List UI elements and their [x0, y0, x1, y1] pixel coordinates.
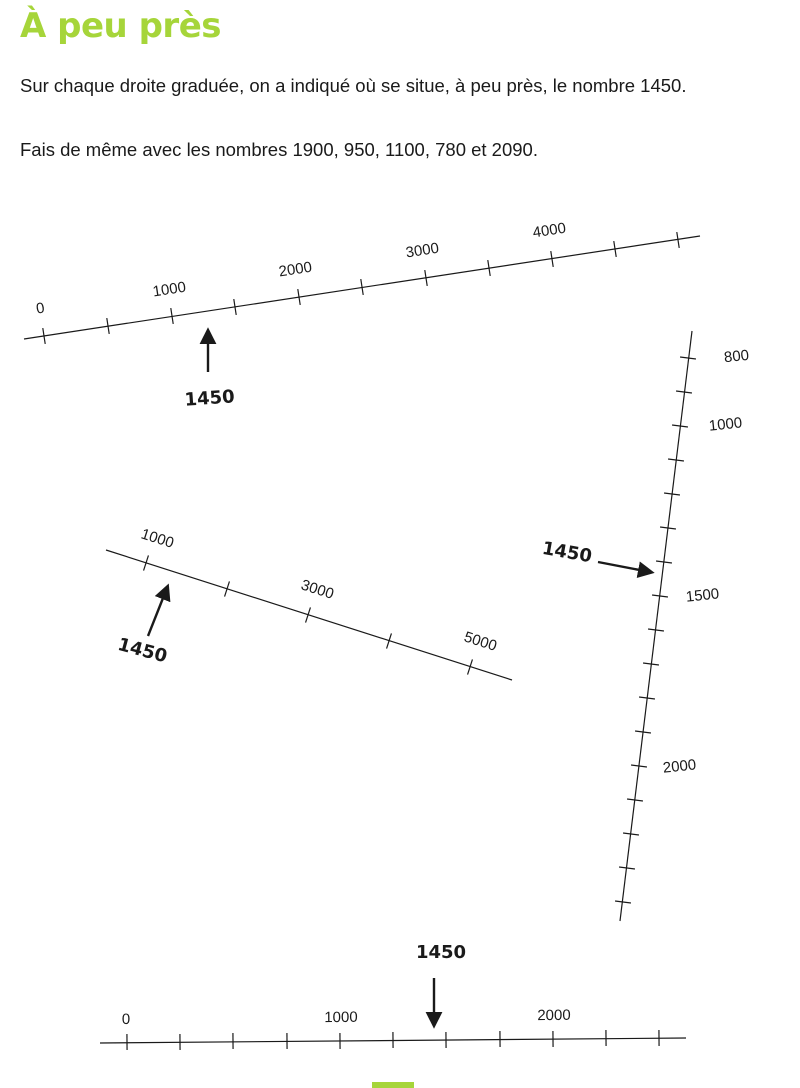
tick-label: 2000 [662, 756, 698, 777]
tick-label: 800 [723, 346, 750, 367]
tick-mark [680, 357, 696, 359]
tick-label: 2000 [537, 1006, 571, 1025]
tick-label: 3000 [298, 576, 336, 603]
marker-label: 1450 [183, 386, 236, 411]
marker-arrow [148, 588, 167, 636]
tick-label: 1000 [708, 414, 744, 435]
tick-label: 0 [34, 299, 46, 318]
number-line-2 [106, 526, 512, 680]
marker-label: 1450 [415, 942, 467, 963]
tick-label: 1000 [324, 1008, 358, 1027]
page-title: À peu près [20, 6, 221, 46]
tick-label: 0 [121, 1010, 131, 1029]
tick-label: 1500 [685, 585, 721, 606]
tick-label: 5000 [461, 628, 499, 655]
number-line-4 [100, 942, 686, 1050]
number-line-1 [24, 220, 700, 411]
number-line-axis [620, 331, 692, 921]
tick-label: 4000 [531, 219, 568, 242]
tick-label: 3000 [404, 239, 441, 262]
marker-arrow [598, 562, 650, 572]
marker-label: 1450 [115, 634, 170, 668]
marker-label: 1450 [540, 537, 594, 568]
tick-label: 1000 [138, 525, 176, 552]
tick-label: 1000 [151, 278, 188, 301]
number-line-3 [540, 331, 749, 921]
instruction-task: Fais de même avec les nombres 1900, 950, 1100, 780 et 2090. [20, 139, 538, 160]
instruction-text: Sur chaque droite graduée, on a indiqué où se situe, à peu près, le nombre 1450. [20, 75, 687, 96]
page-footer-bar [372, 1082, 414, 1088]
tick-label: 2000 [277, 258, 314, 281]
number-line-axis [106, 550, 512, 680]
